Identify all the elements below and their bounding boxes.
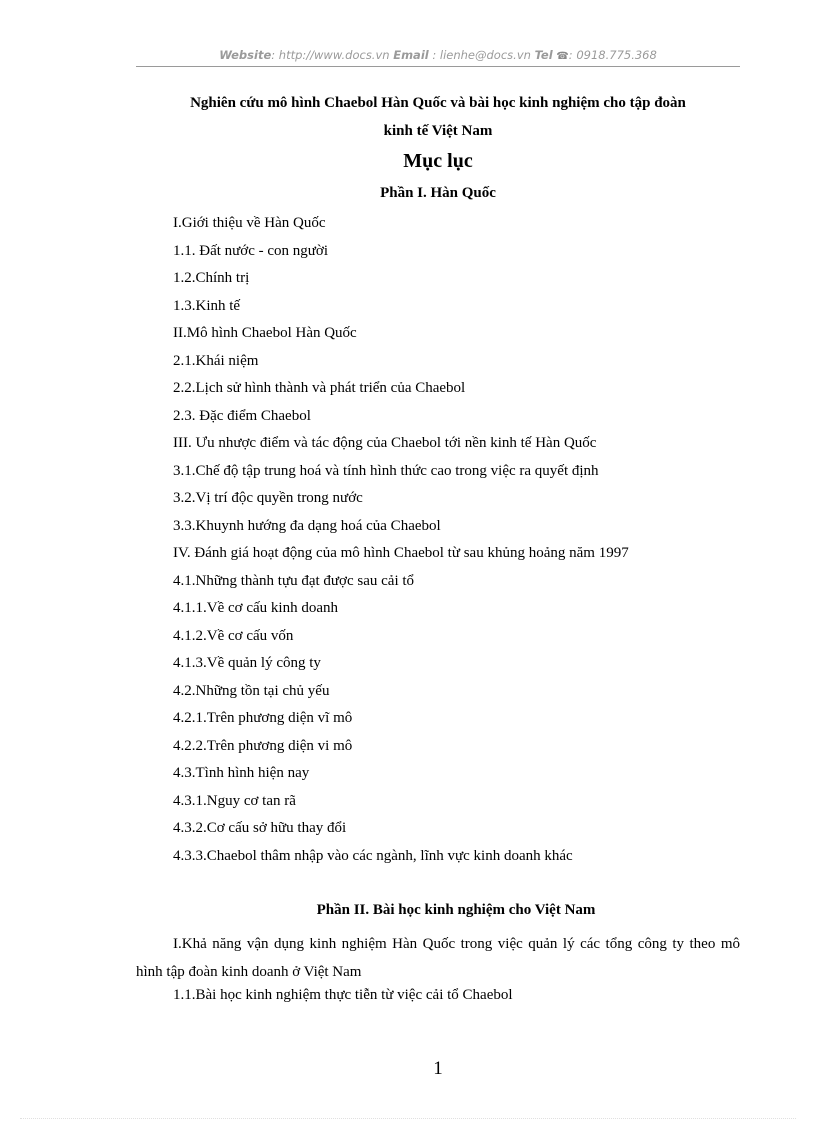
- toc-item: III. Ưu nhược điểm và tác động của Chaebol tới nền kinh tế Hàn Quốc: [173, 435, 597, 451]
- toc-item: 4.1.3.Về quản lý công ty: [173, 655, 321, 671]
- toc-item: 4.2.1.Trên phương diện vĩ mô: [173, 710, 353, 726]
- toc-item: 3.1.Chế độ tập trung hoá và tính hình thức cao trong việc ra quyết định: [173, 462, 599, 479]
- toc-item: 4.3.3.Chaebol thâm nhập vào các ngành, lĩnh vực kinh doanh khác: [173, 847, 573, 864]
- document-title-line2: kinh tế Việt Nam: [383, 123, 493, 139]
- toc-item: 4.3.Tình hình hiện nay: [173, 765, 310, 781]
- page-number: 1: [433, 1058, 443, 1079]
- part2-sub-item: 1.1.Bài học kinh nghiệm thực tiễn từ việc cải tổ Chaebol: [173, 987, 513, 1003]
- toc-item: I.Giới thiệu về Hàn Quốc: [173, 215, 326, 231]
- toc-item: 4.3.2.Cơ cấu sở hữu thay đổi: [173, 820, 347, 836]
- email-label: Email: [393, 48, 429, 62]
- part2-paragraph: I.Khả năng vận dụng kinh nghiệm Hàn Quốc trong việc quản lý các tổng công ty theo mô hình tập đoàn kinh doanh ở Việt Nam: [136, 936, 740, 980]
- part1-heading: Phần I. Hàn Quốc: [380, 185, 496, 201]
- toc-item: 4.1.2.Về cơ cấu vốn: [173, 627, 294, 644]
- toc-item: 4.2.2.Trên phương diện vi mô: [173, 737, 353, 754]
- toc-item: 4.3.1.Nguy cơ tan rã: [173, 792, 296, 809]
- toc-item: 4.1.Những thành tựu đạt được sau cải tổ: [173, 572, 415, 589]
- page-bottom-border: [20, 1118, 796, 1119]
- toc-item: 4.2.Những tồn tại chủ yếu: [173, 682, 330, 699]
- toc-item: 3.3.Khuynh hướng đa dạng hoá của Chaebol: [173, 517, 441, 534]
- page-header: [136, 48, 740, 62]
- toc-item: IV. Đánh giá hoạt động của mô hình Chaebol từ sau khủng hoảng năm 1997: [173, 545, 629, 561]
- toc-item: 3.2.Vị trí độc quyền trong nước: [173, 490, 363, 506]
- toc-item: 1.3.Kinh tế: [173, 297, 241, 314]
- part2-heading: Phần II. Bài học kinh nghiệm cho Việt Nam: [316, 902, 596, 918]
- toc-item: II.Mô hình Chaebol Hàn Quốc: [173, 325, 357, 341]
- email-value: : lienhe@docs.vn: [432, 48, 535, 62]
- phone-icon: ☎: [556, 51, 569, 62]
- toc-item: 1.2.Chính trị: [173, 270, 250, 286]
- toc-item: 2.1.Khái niệm: [173, 352, 259, 369]
- toc-item: 2.2.Lịch sử hình thành và phát triển của Chaebol: [173, 380, 466, 396]
- website-value: : http://www.docs.vn: [271, 48, 394, 62]
- tel-value: : 0918.775.368: [568, 48, 657, 62]
- toc-item: 1.1. Đất nước - con người: [173, 242, 329, 259]
- website-label: Website: [219, 48, 272, 62]
- tel-label: Tel: [534, 48, 553, 62]
- table-of-contents-heading: Mục lục: [403, 150, 473, 172]
- header-rule: [136, 66, 740, 67]
- part1-toc-list: [173, 212, 629, 872]
- toc-item: 2.3. Đặc điểm Chaebol: [173, 407, 311, 424]
- toc-item: 4.1.1.Về cơ cấu kinh doanh: [173, 600, 338, 616]
- document-title-line1: Nghiên cứu mô hình Chaebol Hàn Quốc và bài học kinh nghiệm cho tập đoàn: [190, 95, 686, 111]
